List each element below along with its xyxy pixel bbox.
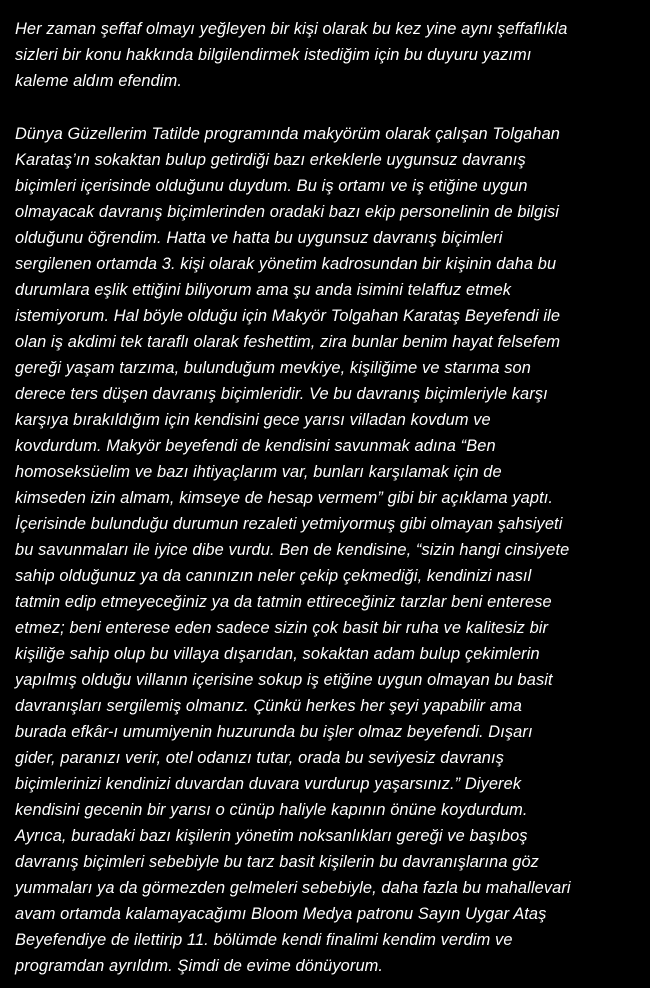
text-line: istemiyorum. Hal böyle olduğu için Makyör Tolgahan Karataş Beyefendi ile [15, 307, 561, 325]
text-line: yapılmış olduğu villanın içerisine sokup iş etiğine uygun olmayan bu basit [15, 671, 553, 689]
text-line: kaleme aldım efendim. [15, 72, 182, 90]
text-line: davranışları sergilemiş olmanız. Çünkü herkes her şeyi yapabilir ama [15, 697, 522, 715]
text-line: Karataş’ın sokaktan bulup getirdiği bazı erkeklerle uygunsuz davranış [15, 151, 526, 169]
text-line: tatmin edip etmeyeceğiniz ya da tatmin ettireceğiniz tarzlar beni enterese [15, 593, 552, 611]
text-line: yummaları ya da görmezden gelmeleri sebebiyle, daha fazla bu mahallevari [15, 879, 571, 897]
text-line: olmayacak davranış biçimlerinden oradaki bazı ekip personelinin de bilgisi [15, 203, 560, 221]
text-line: Ayrıca, buradaki bazı kişilerin yönetim noksanlıkları gereği ve başıboş [15, 827, 528, 845]
text-line: İçerisinde bulunduğu durumun rezaleti yetmiyormuş gibi olmayan şahsiyeti [15, 515, 563, 533]
text-line: biçimlerinizi kendinizi duvardan duvara vurdurup yaşarsınız.” Diyerek [15, 775, 522, 793]
text-line: olan iş akdimi tek taraflı olarak feshettim, zira bunlar benim hayat felsefem [15, 333, 561, 351]
text-line: davranış biçimleri sebebiyle bu tarz basit kişilerin bu davranışlarına göz [15, 853, 539, 871]
text-line: gider, paranızı verir, otel odanızı tutar, orada bu seviyesiz davranış [15, 749, 504, 767]
text-line: Her zaman şeffaf olmayı yeğleyen bir kişi olarak bu kez yine aynı şeffaflıkla [15, 20, 568, 38]
text-line: sahip olduğunuz ya da canınızın neler çekip çekmediği, kendinizi nasıl [15, 567, 532, 585]
text-line: karşıya bırakıldığım için kendisini gece yarısı villadan kovdum ve [15, 411, 491, 429]
text-line: burada efkâr-ı umumiyenin huzurunda bu işler olmaz beyefendi. Dışarı [15, 723, 533, 741]
text-line: bu savunmaları ile iyice dibe vurdu. Ben de kendisine, “sizin hangi cinsiyete [15, 541, 570, 559]
text-line: kendisini gecenin bir yarısı o cünüp haliyle kapının önüne koydurdum. [15, 801, 528, 819]
text-line: derece ters düşen davranış biçimleridir. Ve bu davranış biçimleriyle karşı [15, 385, 548, 403]
text-line: programdan ayrıldım. Şimdi de evime dönüyorum. [15, 957, 384, 975]
text-line: avam ortamda kalamayacağımı Bloom Medya patronu Sayın Uygar Ataş [15, 905, 547, 923]
text-line: biçimleri içerisinde olduğunu duydum. Bu iş ortamı ve iş etiğine uygun [15, 177, 528, 195]
text-line: gereği yaşam tarzıma, bulunduğum mevkiye, kişiliğime ve starıma son [15, 359, 531, 377]
text-line: kovdurdum. Makyör beyefendi de kendisini savunmak adına “Ben [15, 437, 496, 455]
text-line: etmez; beni enterese eden sadece sizin çok basit bir ruha ve kalitesiz bir [15, 619, 549, 637]
text-line: Beyefendiye de ilettirip 11. bölümde kendi finalimi kendim verdim ve [15, 931, 513, 949]
text-line: olduğunu öğrendim. Hatta ve hatta bu uygunsuz davranış biçimleri [15, 229, 503, 247]
text-line: durumlara eşlik ettiğini biliyorum ama şu anda isimini telaffuz etmek [15, 281, 512, 299]
text-line: Dünya Güzellerim Tatilde programında makyörüm olarak çalışan Tolgahan [15, 125, 561, 143]
text-line: sizleri bir konu hakkında bilgilendirmek istediğim için bu duyuru yazımı [15, 46, 532, 64]
text-line: kişiliğe sahip olup bu villaya dışarıdan, sokaktan adam bulup çekimlerin [15, 645, 540, 663]
text-line: kimseden izin almam, kimseye de hesap vermem” gibi bir açıklama yaptı. [15, 489, 554, 507]
text-line: sergilenen ortamda 3. kişi olarak yönetim kadrosundan bir kişinin daha bu [15, 255, 557, 273]
text-line: homoseksüelim ve bazı ihtiyaçlarım var, bunları karşılamak için de [15, 463, 502, 481]
